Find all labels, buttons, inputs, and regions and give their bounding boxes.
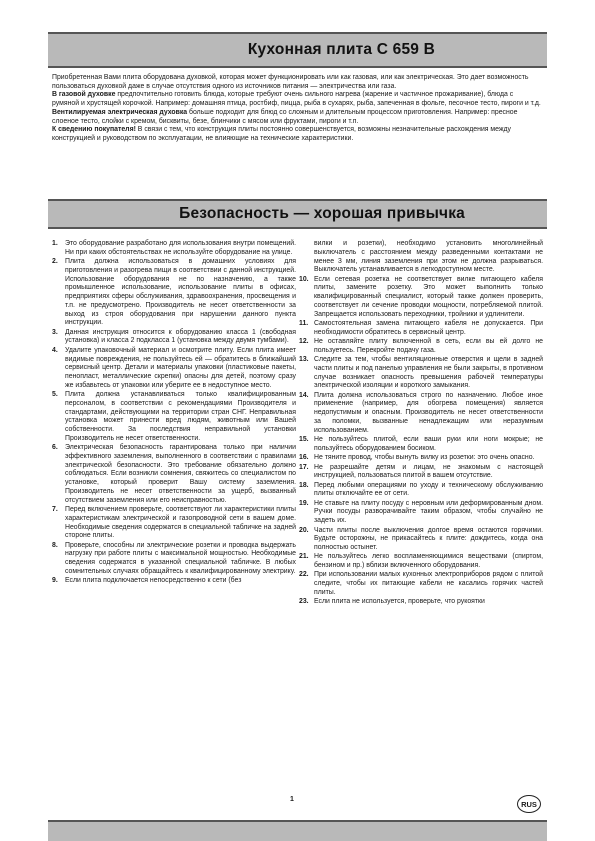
item-text: Если плита подключается непосредственно к сети (без bbox=[65, 577, 242, 585]
item-number: 20. bbox=[299, 526, 309, 534]
item-number: 15. bbox=[299, 436, 309, 444]
safety-item bbox=[299, 598, 543, 607]
item-number: 23. bbox=[299, 598, 309, 606]
intro-bold-notice: К сведению покупателя! bbox=[52, 126, 136, 134]
item-number: 22. bbox=[299, 571, 309, 579]
safety-item bbox=[52, 506, 296, 541]
intro-bold-electric-oven: Вентилируемая электрическая духовка bbox=[52, 108, 188, 116]
intro-text-notice: В связи с тем, что конструкция плиты постоянно совершенствуется, возможны незначительные расхождения между конструкцией и руководством по эксплуатации, не влияющие на технические характеристики. bbox=[52, 126, 512, 142]
intro-text-gas-oven: предпочтительно готовить блюда, которые требуют очень сильного нагрева (жарение и частичное прожаривание), блюда с румяной и хрустящей корочкой. Например: домашняя птица, ростбиф, пицца, рыба в сухарях, рыба, запеченная в фольге, песочное тесто, пироги и т.д. bbox=[52, 91, 541, 108]
item-text: Не пользуйтесь легко воспламеняющимися веществами (спиртом, бензином и пр.) вблизи включенного оборудования. bbox=[314, 553, 543, 570]
item-number: 8. bbox=[52, 541, 58, 549]
title-banner bbox=[48, 32, 547, 68]
intro-paragraph-2 bbox=[52, 91, 542, 108]
footer-bar bbox=[48, 820, 547, 841]
item-number: 2. bbox=[52, 258, 58, 266]
item-number: 11. bbox=[299, 319, 309, 327]
item-text: При использовании малых кухонных электроприборов рядом с плитой следите, чтобы их питающие кабели не касались горячих частей плиты. bbox=[314, 571, 543, 596]
safety-item bbox=[52, 391, 296, 444]
item-number: 7. bbox=[52, 506, 58, 514]
intro-text-electric-oven: больше подходит для блюд со сложным и длительным процессом приготовления. Например: пресное слоеное тесто, слойки с кремом, бисквиты, безе, блинчики с мясом или фруктами, пироги и т.п. bbox=[52, 108, 518, 125]
safety-item bbox=[52, 240, 296, 258]
item-text: Части плиты после выключения долгое время остаются горячими. Будьте осторожны, не прикасайтесь к плите: дождитесь, когда она полностью остынет. bbox=[314, 526, 543, 552]
item-text: Не тяните провод, чтобы вынуть вилку из розетки: это очень опасно. bbox=[314, 454, 535, 462]
safety-item bbox=[299, 320, 543, 338]
item-text: Если сетевая розетка не соответствует вилке питающего кабеля плиты, замените розетку. Это может выполнить только квалифицированный специалист, который также должен проверить, соответствует ли сечение проводки мощности, потребляемой плитой. Запрещается использовать переходники, тройники и удлинители. bbox=[314, 275, 543, 318]
item-text: Если плита не используется, проверьте, что рукоятки bbox=[314, 598, 485, 606]
intro-bold-gas-oven: В газовой духовке bbox=[52, 91, 116, 99]
item-text: Удалите упаковочный материал и осмотрите плиту. Если плита имеет видимые повреждения, не пользуйтесь ей — обратитесь в ближайший сервисный центр. Детали и материалы упаковки (пластиковые пакеты, пенопласт, металлические скрепки) опасны для детей, поэтому сразу же избавьтесь от упаковки или уберите ее в недоступное место. bbox=[65, 346, 296, 389]
safety-item bbox=[299, 454, 543, 463]
safety-item bbox=[299, 276, 543, 320]
safety-item bbox=[299, 392, 543, 436]
item-text: Плита должна использоваться строго по назначению. Любое иное применение (например, для обогрева помещения) является недопустимым и опасным. Производитель не несет ответственности за поломки, вызванные ненадлежащим или неразумным использованием. bbox=[314, 391, 543, 434]
section-title: Безопасность — хорошая привычка bbox=[179, 205, 465, 222]
item-text: Перед любыми операциями по уходу и техническому обслуживанию плиты отключайте ее от сети. bbox=[314, 481, 543, 498]
safety-column-left bbox=[52, 240, 296, 587]
safety-item bbox=[52, 577, 296, 586]
safety-item bbox=[52, 347, 296, 391]
intro-paragraph-1: Приобретенная Вами плита оборудована духовкой, которая может функционировать или как газовая, или как электрическая. Это дает возможность пользоваться духовкой даже в случае отсутствия одного из источников питания — электричества или газа. bbox=[52, 74, 529, 90]
page-title: Кухонная плита С 659 B bbox=[247, 41, 435, 58]
safety-item bbox=[52, 329, 296, 347]
item-number: 10. bbox=[299, 275, 309, 283]
language-badge: RUS bbox=[517, 795, 541, 813]
item-number: 1. bbox=[52, 240, 58, 247]
intro-block bbox=[52, 74, 542, 144]
item-text: Плита должна использоваться в домашних условиях для приготовления и разогрева пищи в соответствии с данной инструкцией. Использование оборудования не по назначению, а также промышленное использование, использование плиты в офисах, предприятиях сферы обслуживания, здравоохранения, просвещения и т.п. не предусмотрено. Производитель не несет ответственности за выход из строя оборудования при нарушении данного пункта инструкции. bbox=[65, 258, 296, 327]
safety-column-right bbox=[299, 240, 543, 608]
item-text: Это оборудование разработано для использования внутри помещений. Ни при каких обстоятельствах не используйте оборудование на улице. bbox=[65, 240, 296, 256]
item-number: 6. bbox=[52, 444, 58, 452]
item-text: Перед включением проверьте, соответствуют ли характеристики плиты характеристикам электрической и газопроводной сети в вашем доме. Необходимые сведения содержатся в специальной табличке на задней стороне плиты. bbox=[65, 506, 296, 540]
item-number: 3. bbox=[52, 328, 58, 336]
section-banner bbox=[48, 199, 547, 229]
item-number: 14. bbox=[299, 391, 309, 399]
item-text: Не оставляйте плиту включенной в сеть, если вы ей долго не пользуетесь. Перекройте подачу газа. bbox=[314, 338, 543, 354]
safety-item bbox=[299, 436, 543, 454]
safety-item bbox=[299, 553, 543, 571]
item-text: Следите за тем, чтобы вентиляционные отверстия и щели в задней части плиты и под панелью управления не были закрыты, в противном случае возникает опасность превышения рабочей температуры электрической изоляции и короткого замыкания. bbox=[314, 356, 543, 390]
item-number: 16. bbox=[299, 454, 309, 462]
item-number: 5. bbox=[52, 391, 58, 399]
intro-paragraph-3 bbox=[52, 109, 542, 126]
intro-paragraph-4 bbox=[52, 126, 542, 143]
item-number: 21. bbox=[299, 553, 309, 561]
item-number: 9. bbox=[52, 577, 58, 585]
item-text: Не ставьте на плиту посуду с неровным или деформированным дном. Ручки посуды разворачивайте таким образом, чтобы случайно не задеть их. bbox=[314, 499, 543, 525]
item-continuation: вилки и розетки), необходимо установить многолинейный выключатель с расстоянием между разведенными контактами не менее 3 мм, линия заземления при этом не должна разрываться. Выключатель устанавливается в легкодоступном месте. bbox=[314, 240, 543, 274]
item-text: Не разрешайте детям и лицам, не знакомым с настоящей инструкцией, пользоваться плитой в вашем отсутствие. bbox=[314, 463, 543, 480]
safety-item bbox=[299, 527, 543, 553]
item-number: 18. bbox=[299, 481, 309, 489]
item-text: Плита должна устанавливаться только квалифицированным персоналом, в соответствии с рекомендациями Производителя и стандартами, действующими на территории стран СНГ. Неправильная установка может принести вред людям, животным или Вашей собственности. За последствия неправильной установки Производитель не несет ответственности. bbox=[65, 391, 296, 442]
item-text: Самостоятельная замена питающего кабеля не допускается. При необходимости обратитесь в сервисный центр. bbox=[314, 319, 543, 336]
safety-item bbox=[299, 571, 543, 597]
page-number: 1 bbox=[290, 796, 294, 803]
safety-item bbox=[299, 464, 543, 482]
item-number: 19. bbox=[299, 499, 309, 507]
item-number: 13. bbox=[299, 356, 309, 364]
item-text: Проверьте, способны ли электрические розетки и проводка выдержать нагрузку при работе плиты с максимальной мощностью. Необходимые сведения содержатся в указанной специальной табличке. В любых сомнительных случаях обращайтесь к квалифицированному электрику. bbox=[65, 541, 296, 575]
item-text: Не пользуйтесь плитой, если ваши руки или ноги мокрые; не пользуйтесь оборудованием босиком. bbox=[314, 436, 543, 452]
item-text: Электрическая безопасность гарантирована только при наличии эффективного заземления, выполненного в соответствии с правилами электрической безопасности. Это требование обязательно должно соблюдаться. Если возникли сомнения, свяжитесь со специалистом по установке, который проверит Вашу систему заземления. Производитель не несет ответственности за ущерб, вызванный отсутствием заземления или его неисправностью. bbox=[65, 444, 296, 504]
safety-item bbox=[52, 542, 296, 577]
safety-item bbox=[52, 258, 296, 328]
safety-item bbox=[299, 482, 543, 500]
safety-item bbox=[299, 500, 543, 526]
item-number: 4. bbox=[52, 346, 58, 354]
safety-item bbox=[299, 338, 543, 356]
safety-item bbox=[52, 444, 296, 505]
item-number: 12. bbox=[299, 338, 309, 346]
item-number: 17. bbox=[299, 463, 309, 471]
safety-item bbox=[299, 356, 543, 391]
item-text: Данная инструкция относится к оборудованию класса 1 (свободная установка) и класса 2 подкласса 1 (установка между двумя тумбами). bbox=[65, 328, 296, 345]
